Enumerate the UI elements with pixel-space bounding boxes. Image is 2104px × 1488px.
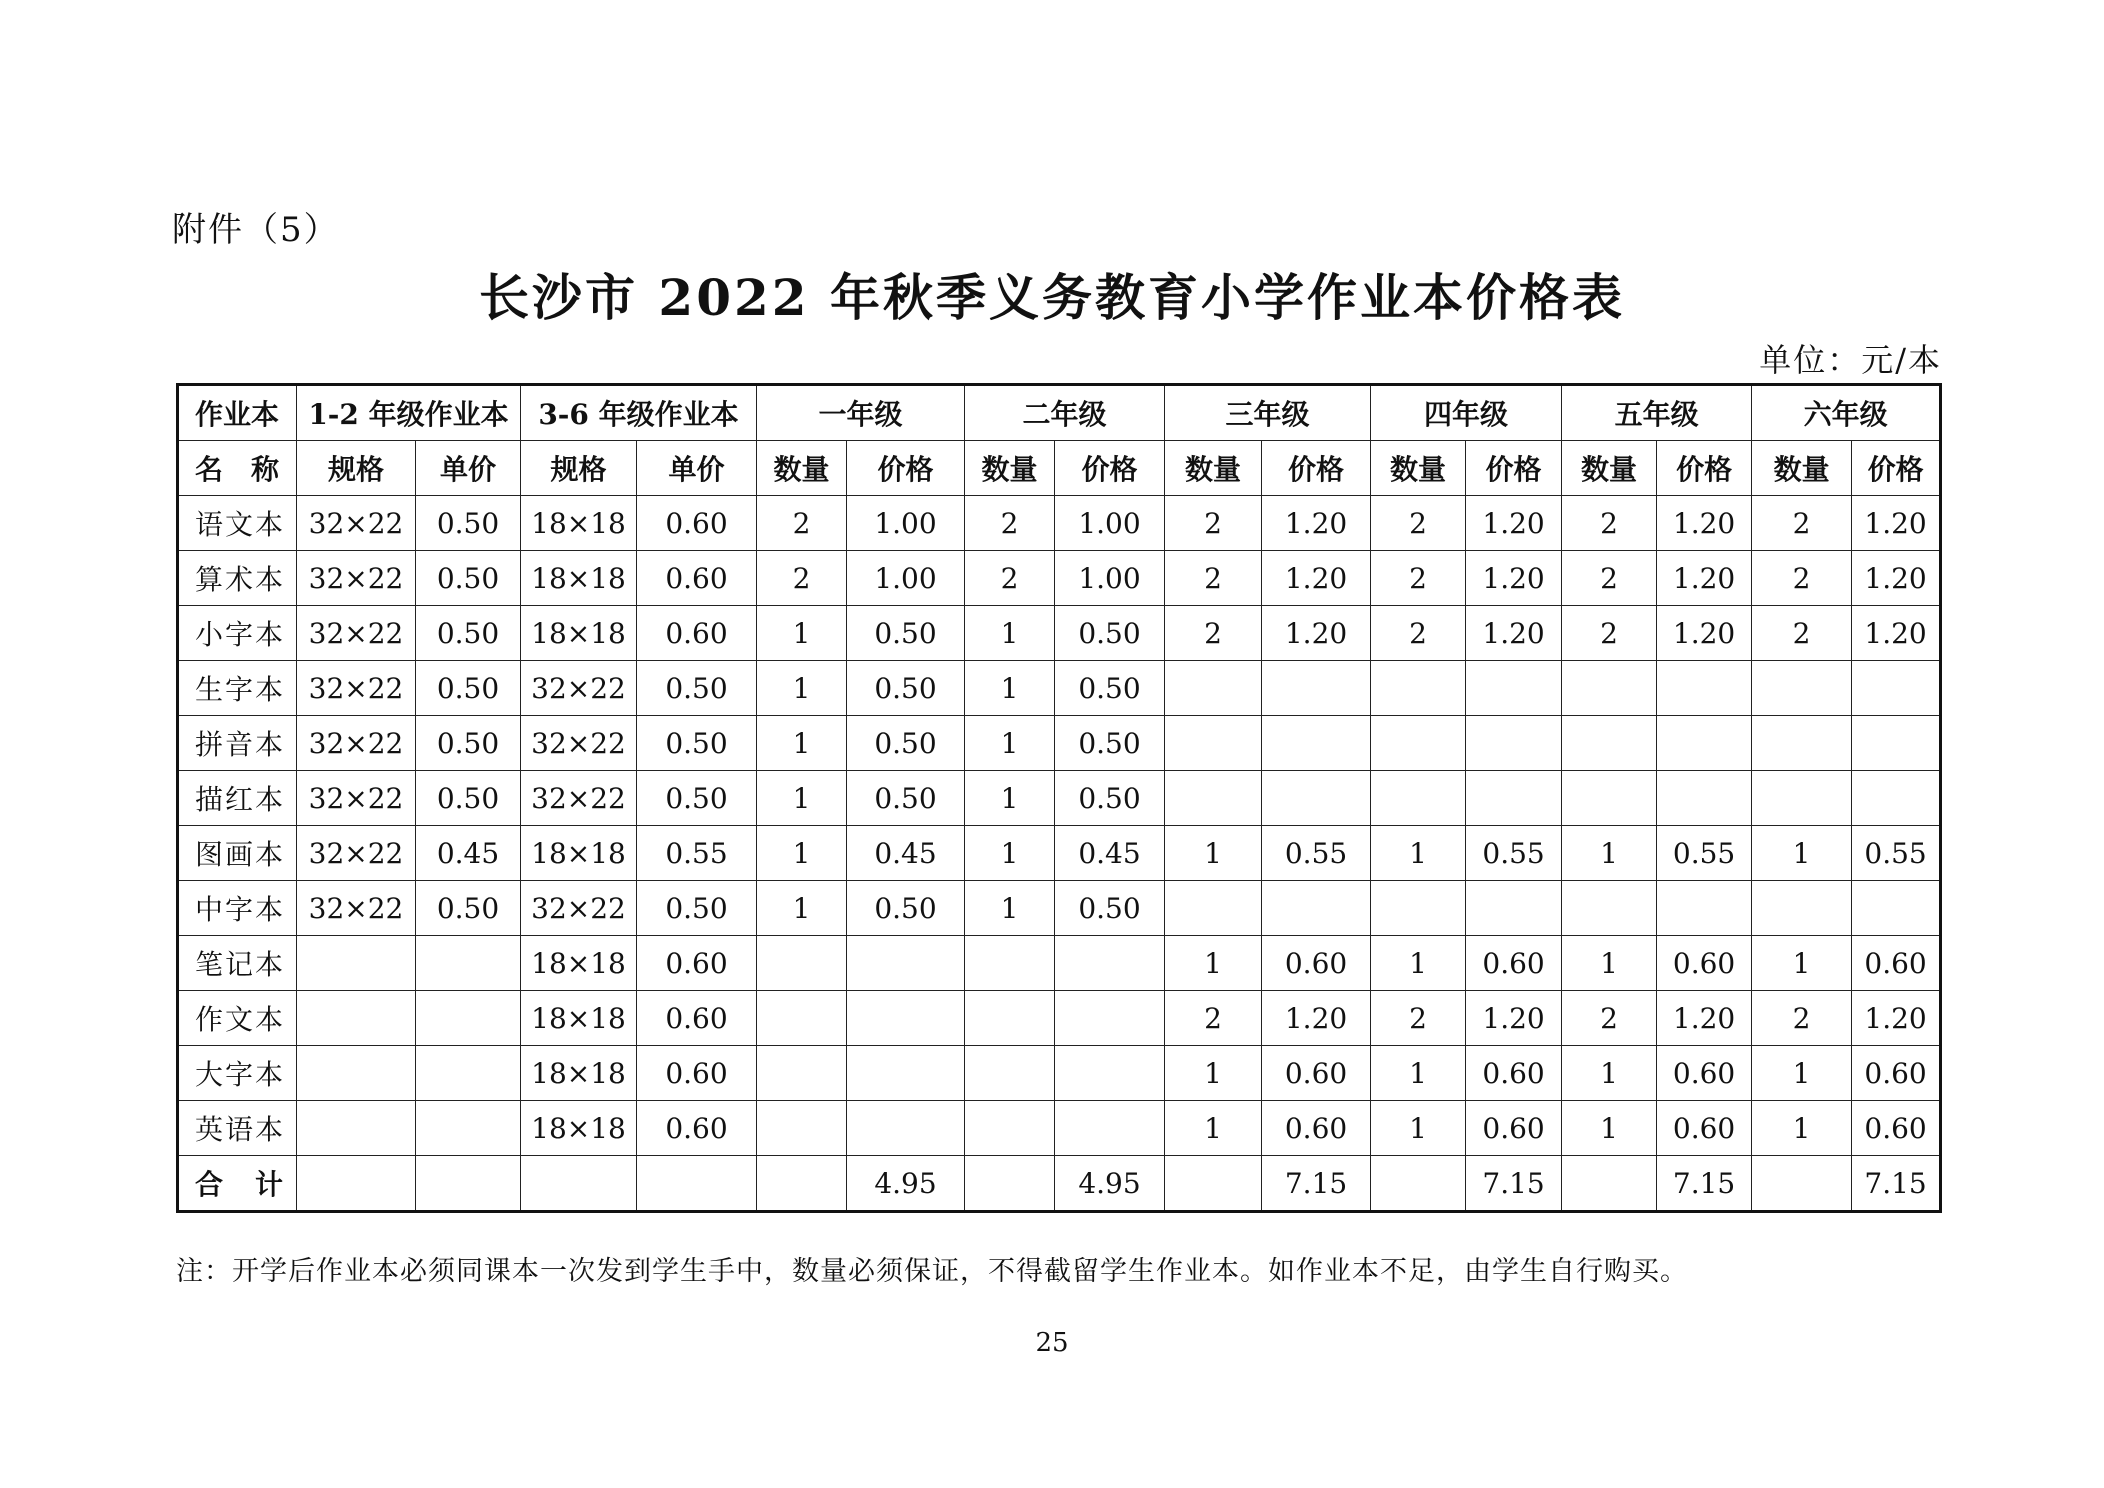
header-row-2 [178, 441, 1941, 496]
table-cell: 1.20 [1466, 551, 1562, 606]
table-cell: 18×18 [521, 826, 637, 881]
table-cell: 1 [1165, 1101, 1262, 1156]
table-row [178, 661, 1941, 716]
table-cell [1165, 661, 1262, 716]
table-cell: 32×22 [297, 716, 416, 771]
table-cell: 0.60 [637, 1101, 757, 1156]
header-spec-12: 规格 [297, 441, 416, 496]
header-unit-price-12: 单价 [416, 441, 521, 496]
table-cell [297, 1156, 416, 1212]
table-cell: 18×18 [521, 496, 637, 551]
table-cell: 2 [1562, 606, 1657, 661]
header-price-g5: 价格 [1657, 441, 1752, 496]
row-label: 大字本 [178, 1046, 297, 1101]
header-name-col-2: 名 称 [178, 441, 297, 496]
table-cell: 1.20 [1852, 991, 1941, 1046]
table-cell: 1.20 [1262, 551, 1371, 606]
table-cell: 0.55 [1262, 826, 1371, 881]
table-cell: 2 [1371, 606, 1466, 661]
table-cell: 7.15 [1657, 1156, 1752, 1212]
table-cell: 0.50 [1055, 661, 1165, 716]
table-cell [1371, 661, 1466, 716]
table-cell: 2 [1371, 551, 1466, 606]
table-cell: 1 [1165, 1046, 1262, 1101]
table-cell: 0.60 [637, 991, 757, 1046]
table-cell [1752, 661, 1852, 716]
table-cell [297, 991, 416, 1046]
table-cell [757, 991, 847, 1046]
header-grade-4: 四年级 [1371, 385, 1562, 441]
table-cell [1165, 1156, 1262, 1212]
row-label: 算术本 [178, 551, 297, 606]
table-cell: 1 [965, 606, 1055, 661]
table-cell: 1.00 [1055, 551, 1165, 606]
table-cell: 7.15 [1262, 1156, 1371, 1212]
table-row [178, 991, 1941, 1046]
table-cell: 1 [1752, 936, 1852, 991]
table-row [178, 716, 1941, 771]
table-cell [1752, 716, 1852, 771]
table-cell: 1 [1562, 1101, 1657, 1156]
table-cell: 1 [757, 826, 847, 881]
table-cell [1262, 661, 1371, 716]
table-cell: 1.00 [847, 551, 965, 606]
table-cell: 1.20 [1657, 496, 1752, 551]
table-cell: 1 [965, 771, 1055, 826]
table-cell: 1 [965, 826, 1055, 881]
table-cell [1852, 661, 1941, 716]
table-cell [1466, 716, 1562, 771]
table-cell: 32×22 [521, 661, 637, 716]
table-cell: 1.00 [1055, 496, 1165, 551]
table-row [178, 881, 1941, 936]
table-cell [1371, 1156, 1466, 1212]
header-name-col: 作业本 [178, 385, 297, 441]
table-cell: 0.55 [1657, 826, 1752, 881]
table-cell: 0.60 [637, 496, 757, 551]
table-cell [847, 991, 965, 1046]
table-cell: 0.60 [1657, 1101, 1752, 1156]
table-cell: 0.60 [1657, 936, 1752, 991]
table-cell: 32×22 [297, 551, 416, 606]
table-cell [1165, 771, 1262, 826]
header-grade-1: 一年级 [757, 385, 965, 441]
table-cell: 2 [965, 551, 1055, 606]
table-cell [1752, 881, 1852, 936]
page-title: 长沙市 2022 年秋季义务教育小学作业本价格表 [479, 268, 1625, 327]
table-cell: 0.45 [847, 826, 965, 881]
header-group-3-6: 3-6 年级作业本 [521, 385, 757, 441]
header-grade-6: 六年级 [1752, 385, 1941, 441]
table-cell: 0.60 [1262, 936, 1371, 991]
table-cell: 18×18 [521, 991, 637, 1046]
table-cell: 18×18 [521, 551, 637, 606]
table-cell: 0.50 [847, 716, 965, 771]
table-cell: 1.20 [1852, 606, 1941, 661]
table-cell: 1.20 [1466, 991, 1562, 1046]
table-cell [1562, 661, 1657, 716]
table-cell [1852, 771, 1941, 826]
table-cell [965, 1156, 1055, 1212]
header-qty-g5: 数量 [1562, 441, 1657, 496]
table-cell [637, 1156, 757, 1212]
table-row [178, 771, 1941, 826]
table-cell: 2 [1752, 991, 1852, 1046]
table-cell: 2 [1562, 991, 1657, 1046]
table-cell [847, 1101, 965, 1156]
table-cell [416, 1156, 521, 1212]
table-row [178, 826, 1941, 881]
table-cell [1262, 771, 1371, 826]
table-cell: 0.60 [1852, 1046, 1941, 1101]
table-cell [1657, 771, 1752, 826]
table-cell: 0.50 [637, 881, 757, 936]
table-cell: 1.20 [1657, 606, 1752, 661]
table-cell: 0.60 [1657, 1046, 1752, 1101]
header-qty-g4: 数量 [1371, 441, 1466, 496]
table-cell [297, 936, 416, 991]
table-cell: 1 [1752, 1046, 1852, 1101]
table-cell: 1 [1752, 826, 1852, 881]
table-cell: 2 [1165, 991, 1262, 1046]
table-cell: 0.50 [847, 881, 965, 936]
table-cell: 7.15 [1466, 1156, 1562, 1212]
table-cell: 0.55 [1852, 826, 1941, 881]
row-label: 描红本 [178, 771, 297, 826]
table-cell: 1 [965, 881, 1055, 936]
table-cell: 32×22 [297, 771, 416, 826]
table-cell: 1 [757, 606, 847, 661]
table-cell [297, 1046, 416, 1101]
table-cell: 1 [1165, 826, 1262, 881]
table-cell [521, 1156, 637, 1212]
table-cell [1657, 881, 1752, 936]
header-price-g1: 价格 [847, 441, 965, 496]
table-cell: 7.15 [1852, 1156, 1941, 1212]
table-cell: 0.50 [416, 606, 521, 661]
table-cell: 2 [1562, 496, 1657, 551]
row-label: 中字本 [178, 881, 297, 936]
table-cell: 32×22 [297, 661, 416, 716]
unit-label: 单位：元/本 [1759, 341, 1942, 379]
table-cell [757, 1101, 847, 1156]
table-cell: 0.50 [847, 661, 965, 716]
table-cell: 1 [1562, 1046, 1657, 1101]
table-cell: 1 [1562, 826, 1657, 881]
table-cell: 0.50 [1055, 881, 1165, 936]
table-cell: 1 [757, 771, 847, 826]
table-cell [965, 1101, 1055, 1156]
header-price-g4: 价格 [1466, 441, 1562, 496]
table-cell [1165, 716, 1262, 771]
table-cell [1562, 1156, 1657, 1212]
table-cell: 0.55 [637, 826, 757, 881]
table-cell: 2 [757, 551, 847, 606]
table-cell [1562, 771, 1657, 826]
footnote: 注：开学后作业本必须同课本一次发到学生手中，数量必须保证，不得截留学生作业本。如作业本不足，由学生自行购买。 [176, 1256, 1688, 1287]
header-qty-g6: 数量 [1752, 441, 1852, 496]
table-cell: 0.50 [637, 661, 757, 716]
header-row-1 [178, 385, 1941, 441]
table-cell [757, 1156, 847, 1212]
table-cell: 2 [1165, 606, 1262, 661]
table-cell: 2 [1562, 551, 1657, 606]
table-cell [297, 1101, 416, 1156]
row-label: 拼音本 [178, 716, 297, 771]
table-cell: 1.20 [1852, 496, 1941, 551]
row-label: 作文本 [178, 991, 297, 1046]
row-label: 英语本 [178, 1101, 297, 1156]
table-cell: 0.55 [1466, 826, 1562, 881]
table-cell: 1.20 [1657, 551, 1752, 606]
header-unit-price-36: 单价 [637, 441, 757, 496]
table-cell: 0.50 [637, 771, 757, 826]
header-qty-g1: 数量 [757, 441, 847, 496]
header-grade-2: 二年级 [965, 385, 1165, 441]
table-cell [1371, 716, 1466, 771]
table-cell: 0.60 [1466, 1046, 1562, 1101]
table-cell [1466, 881, 1562, 936]
table-cell: 0.50 [416, 661, 521, 716]
table-cell [1657, 661, 1752, 716]
header-group-1-2: 1-2 年级作业本 [297, 385, 521, 441]
row-label: 语文本 [178, 496, 297, 551]
table-cell: 2 [1165, 496, 1262, 551]
table-cell: 2 [1371, 496, 1466, 551]
table-cell: 4.95 [847, 1156, 965, 1212]
table-cell: 0.50 [416, 551, 521, 606]
table-cell: 18×18 [521, 606, 637, 661]
table-cell: 0.50 [1055, 716, 1165, 771]
table-cell: 1 [757, 661, 847, 716]
table-cell: 2 [1752, 606, 1852, 661]
table-cell [1562, 881, 1657, 936]
table-cell: 1 [965, 661, 1055, 716]
table-cell [1165, 881, 1262, 936]
table-cell [1262, 716, 1371, 771]
table-cell [1562, 716, 1657, 771]
table-cell: 0.50 [1055, 771, 1165, 826]
table-cell: 2 [965, 496, 1055, 551]
header-grade-5: 五年级 [1562, 385, 1752, 441]
table-cell [1752, 771, 1852, 826]
row-label: 生字本 [178, 661, 297, 716]
price-table [176, 383, 1942, 1213]
table-cell [1852, 716, 1941, 771]
table-cell [416, 1046, 521, 1101]
header-price-g3: 价格 [1262, 441, 1371, 496]
table-cell: 2 [1165, 551, 1262, 606]
table-cell: 1 [1562, 936, 1657, 991]
table-cell: 18×18 [521, 1046, 637, 1101]
table-cell [965, 991, 1055, 1046]
row-label: 小字本 [178, 606, 297, 661]
table-cell [416, 1101, 521, 1156]
table-cell: 1 [757, 716, 847, 771]
table-row [178, 606, 1941, 661]
table-cell: 0.60 [637, 606, 757, 661]
table-cell [1466, 771, 1562, 826]
table-cell: 0.60 [637, 551, 757, 606]
table-cell [1371, 881, 1466, 936]
table-cell: 32×22 [297, 826, 416, 881]
table-cell [1466, 661, 1562, 716]
table-cell [847, 1046, 965, 1101]
table-cell: 18×18 [521, 936, 637, 991]
table-cell: 0.50 [416, 716, 521, 771]
table-cell: 1 [965, 716, 1055, 771]
table-cell: 32×22 [297, 606, 416, 661]
table-row [178, 936, 1941, 991]
table-cell: 1.20 [1466, 606, 1562, 661]
table-cell [1055, 936, 1165, 991]
header-grade-3: 三年级 [1165, 385, 1371, 441]
table-cell [1055, 1101, 1165, 1156]
table-cell: 1 [1371, 936, 1466, 991]
table-cell: 1 [1371, 1101, 1466, 1156]
table-row [178, 551, 1941, 606]
table-cell [965, 936, 1055, 991]
table-cell: 32×22 [521, 771, 637, 826]
table-cell: 32×22 [521, 881, 637, 936]
table-cell: 32×22 [297, 881, 416, 936]
table-row [178, 1046, 1941, 1101]
row-label: 笔记本 [178, 936, 297, 991]
table-cell: 0.60 [637, 1046, 757, 1101]
table-cell: 0.60 [1466, 1101, 1562, 1156]
header-price-g2: 价格 [1055, 441, 1165, 496]
table-cell [757, 936, 847, 991]
row-label: 合 计 [178, 1156, 297, 1212]
table-cell: 1.20 [1262, 991, 1371, 1046]
table-cell: 0.50 [847, 771, 965, 826]
attachment-label: 附件（5） [172, 210, 340, 250]
table-cell [1055, 991, 1165, 1046]
table-cell [965, 1046, 1055, 1101]
table-row [178, 1101, 1941, 1156]
table-cell: 1.20 [1262, 496, 1371, 551]
row-label: 图画本 [178, 826, 297, 881]
table-cell: 0.60 [1852, 1101, 1941, 1156]
table-cell: 1 [1371, 826, 1466, 881]
table-cell: 0.50 [1055, 606, 1165, 661]
header-price-g6: 价格 [1852, 441, 1941, 496]
table-cell: 0.60 [1466, 936, 1562, 991]
header-qty-g3: 数量 [1165, 441, 1262, 496]
table-cell: 1 [757, 881, 847, 936]
table-cell: 1 [1752, 1101, 1852, 1156]
table-cell: 1.20 [1466, 496, 1562, 551]
table-cell [847, 936, 965, 991]
table-cell [1055, 1046, 1165, 1101]
table-cell [416, 991, 521, 1046]
table-cell: 1 [1165, 936, 1262, 991]
table-cell: 0.50 [416, 771, 521, 826]
table-cell: 0.50 [416, 496, 521, 551]
table-row [178, 496, 1941, 551]
table-cell [1752, 1156, 1852, 1212]
table-cell: 2 [1752, 496, 1852, 551]
header-qty-g2: 数量 [965, 441, 1055, 496]
table-cell: 0.60 [637, 936, 757, 991]
table-cell: 0.50 [416, 881, 521, 936]
table-cell: 0.45 [1055, 826, 1165, 881]
table-cell: 1.00 [847, 496, 965, 551]
table-cell: 0.60 [1262, 1101, 1371, 1156]
table-cell: 32×22 [297, 496, 416, 551]
table-cell: 0.50 [847, 606, 965, 661]
table-cell: 32×22 [521, 716, 637, 771]
table-cell: 2 [757, 496, 847, 551]
table-cell: 0.45 [416, 826, 521, 881]
table-cell: 1.20 [1262, 606, 1371, 661]
table-cell: 2 [1371, 991, 1466, 1046]
table-cell: 1.20 [1657, 991, 1752, 1046]
table-cell [1371, 771, 1466, 826]
table-cell: 1 [1371, 1046, 1466, 1101]
page-number: 25 [1035, 1328, 1069, 1358]
table-cell [1852, 881, 1941, 936]
table-cell [416, 936, 521, 991]
table-cell: 0.60 [1852, 936, 1941, 991]
table-cell: 0.50 [637, 716, 757, 771]
table-cell: 1.20 [1852, 551, 1941, 606]
header-spec-36: 规格 [521, 441, 637, 496]
table-cell: 4.95 [1055, 1156, 1165, 1212]
total-row [178, 1156, 1941, 1212]
table-cell [1657, 716, 1752, 771]
table-cell: 0.60 [1262, 1046, 1371, 1101]
table-cell [1262, 881, 1371, 936]
table-cell [757, 1046, 847, 1101]
table-cell: 2 [1752, 551, 1852, 606]
table-cell: 18×18 [521, 1101, 637, 1156]
